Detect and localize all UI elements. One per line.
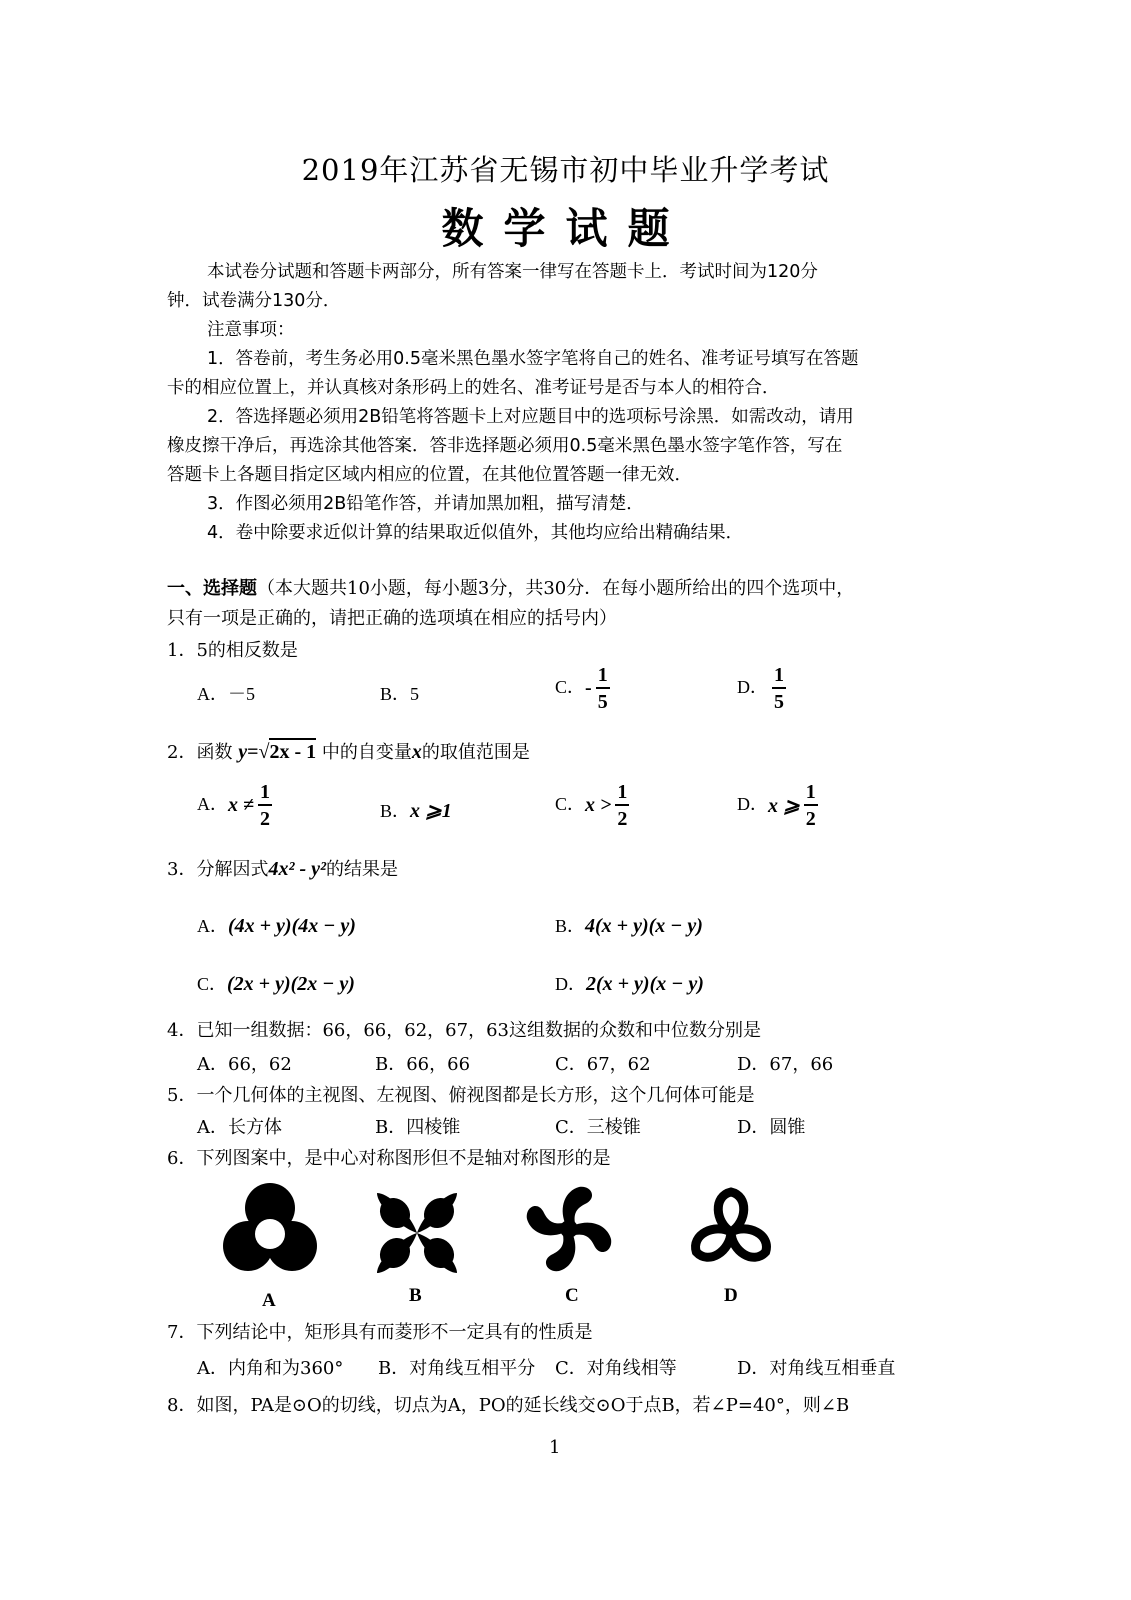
q3-option-b-label: B． <box>555 916 586 936</box>
q1-option-d <box>737 665 786 712</box>
q5-stem: 5．一个几何体的主视图、左视图、俯视图都是长方形，这个几何体可能是 <box>167 1085 755 1106</box>
q2-option-c-label: C． <box>555 794 586 814</box>
exam-title: 2019年江苏省无锡市初中毕业升学考试 <box>301 153 830 187</box>
q2-option-a-label: A． <box>197 794 228 814</box>
q2-option-a <box>197 782 272 829</box>
note-2-line-1: 2．答选择题必须用2B铅笔将答题卡上对应题目中的选项标号涂黑．如需改动，请用 <box>207 407 854 427</box>
fraction-denominator: 2 <box>805 808 816 830</box>
q7-option-b: B．对角线互相平分 <box>378 1358 536 1379</box>
q2-option-d-label: D． <box>737 794 768 814</box>
q1-option-c-label: C． <box>555 677 586 697</box>
fraction-denominator: 5 <box>774 691 784 713</box>
q2-option-d <box>737 782 818 829</box>
q3-option-a-expr: (4x + y)(4x − y) <box>228 915 356 937</box>
fraction-numerator: 1 <box>596 665 610 689</box>
fraction-numerator: 1 <box>772 665 786 689</box>
q3-option-b-expr: 4(x + y)(x − y) <box>585 915 703 937</box>
q5-option-c: C．三棱锥 <box>555 1117 641 1138</box>
q6-figure-a-trefoil <box>222 1182 318 1278</box>
intro-line-1: 本试卷分试题和答题卡两部分，所有答案一律写在答题卡上．考试时间为120分 <box>207 262 818 282</box>
fraction-numerator: 1 <box>615 782 629 806</box>
q7-option-a: A．内角和为360° <box>197 1358 344 1379</box>
section-1-heading-bold: 一、选择题 <box>167 578 257 599</box>
q2-option-d-fraction <box>804 782 818 829</box>
q6-stem: 6．下列图案中，是中心对称图形但不是轴对称图形的是 <box>167 1148 611 1169</box>
q3-option-c-label: C． <box>197 974 228 994</box>
q1-option-b: B．5 <box>380 684 420 704</box>
subject-title: 数学试题 <box>441 204 690 253</box>
q2-equals: = <box>247 741 259 763</box>
section-1-heading-rest: （本大题共10小题，每小题3分，共30分．在每小题所给出的四个选项中， <box>257 578 855 599</box>
q2-option-a-expr: x ≠ <box>228 794 254 816</box>
q1-option-c <box>555 665 610 712</box>
page-number: 1 <box>549 1437 561 1458</box>
q3-option-c-expr: (2x + y)(2x − y) <box>227 973 355 995</box>
q4-option-c: C．67，62 <box>555 1054 651 1075</box>
fraction-numerator: 1 <box>804 782 818 806</box>
q5-option-a: A．长方体 <box>197 1117 282 1138</box>
q1-option-a: A．－5 <box>197 684 255 704</box>
q3-option-c <box>197 970 355 996</box>
fraction-numerator: 1 <box>258 782 272 806</box>
q3-option-d-label: D． <box>555 974 586 994</box>
q3-option-b <box>555 912 703 938</box>
q1-stem: 1．5的相反数是 <box>167 640 298 661</box>
note-3: 3．作图必须用2B铅笔作答，并请加黑加粗，描写清楚． <box>207 494 644 514</box>
q3-stem <box>167 855 398 881</box>
q2-stem-post: 的取值范围是 <box>421 742 530 763</box>
q6-label-d: D <box>724 1285 738 1306</box>
fraction-denominator: 2 <box>259 808 270 830</box>
q3-option-a-label: A． <box>197 916 228 936</box>
note-1-line-1: 1．答卷前，考生务必用0.5毫米黑色墨水签字笔将自己的姓名、准考证号填写在答题 <box>207 349 859 369</box>
section-1-heading <box>167 574 854 600</box>
q3-stem-pre: 3．分解因式 <box>167 859 269 880</box>
notes-heading: 注意事项： <box>207 320 295 340</box>
q6-figure-d-three-loop <box>683 1182 779 1278</box>
note-2-line-3: 答题卡上各题目指定区域内相应的位置，在其他位置答题一律无效． <box>167 465 692 485</box>
q3-option-a <box>197 912 356 938</box>
q1-option-c-fraction <box>596 665 610 712</box>
q2-var-y: y <box>238 741 248 763</box>
intro-line-2: 钟．试卷满分130分． <box>167 291 341 311</box>
q7-stem: 7．下列结论中，矩形具有而菱形不一定具有的性质是 <box>167 1322 593 1343</box>
fraction-denominator: 5 <box>597 691 608 713</box>
q7-option-c: C．对角线相等 <box>555 1358 677 1379</box>
note-1-line-2: 卡的相应位置上，并认真核对条形码上的姓名、准考证号是否与本人的相符合． <box>167 378 780 398</box>
q3-stem-post: 的结果是 <box>325 859 398 880</box>
note-2-line-2: 橡皮擦干净后，再选涂其他答案．答非选择题必须用0.5毫米黑色墨水签字笔作答，写在 <box>167 436 843 456</box>
q2-option-c-fraction <box>615 782 629 829</box>
q1-option-d-fraction <box>772 665 786 712</box>
q3-expression: 4x² - y² <box>268 858 326 880</box>
q8-stem: 8．如图，PA是⊙O的切线，切点为A，PO的延长线交⊙O于点B，若∠P=40°，则∠B <box>167 1395 850 1416</box>
q4-option-b: B．66，66 <box>375 1054 471 1075</box>
q2-option-a-fraction <box>258 782 272 829</box>
q5-option-d: D．圆锥 <box>737 1117 806 1138</box>
q2-option-c <box>555 782 629 829</box>
q6-figure-b-four-leaf <box>372 1188 462 1278</box>
q1-option-c-sign: - <box>585 677 592 699</box>
q4-stem: 4．已知一组数据：66，66，62，67，63这组数据的众数和中位数分别是 <box>167 1020 761 1041</box>
q6-figure-c-pinwheel <box>520 1180 618 1278</box>
q2-var-x: x <box>411 741 422 763</box>
q6-label-c: C <box>565 1285 579 1306</box>
q2-option-c-expr: x > <box>585 794 612 816</box>
q2-stem-pre: 2．函数 <box>167 742 233 763</box>
q2-stem <box>167 738 530 764</box>
q1-option-d-label: D． <box>737 677 768 697</box>
q2-option-b <box>380 797 452 823</box>
section-1-heading-line-2: 只有一项是正确的，请把正确的选项填在相应的括号内） <box>167 608 617 629</box>
q2-option-b-expr: x ⩾1 <box>410 800 452 822</box>
q6-label-a: A <box>262 1290 276 1311</box>
q5-option-b: B．四棱锥 <box>375 1117 461 1138</box>
q6-label-b: B <box>409 1285 422 1306</box>
q2-option-d-expr: x ⩾ <box>768 795 800 817</box>
q2-radicand: 2x - 1 <box>269 738 316 763</box>
q4-option-d: D．67，66 <box>737 1054 834 1075</box>
note-4: 4．卷中除要求近似计算的结果取近似值外，其他均应给出精确结果． <box>207 523 744 543</box>
q2-option-b-label: B． <box>380 801 411 821</box>
q2-stem-mid: 中的自变量 <box>321 742 412 763</box>
q4-option-a: A．66，62 <box>197 1054 292 1075</box>
q3-option-d-expr: 2(x + y)(x − y) <box>586 973 704 995</box>
q7-option-d: D．对角线互相垂直 <box>737 1358 896 1379</box>
fraction-denominator: 2 <box>617 808 628 830</box>
sqrt-icon: √ <box>258 741 270 763</box>
q3-option-d <box>555 970 704 996</box>
